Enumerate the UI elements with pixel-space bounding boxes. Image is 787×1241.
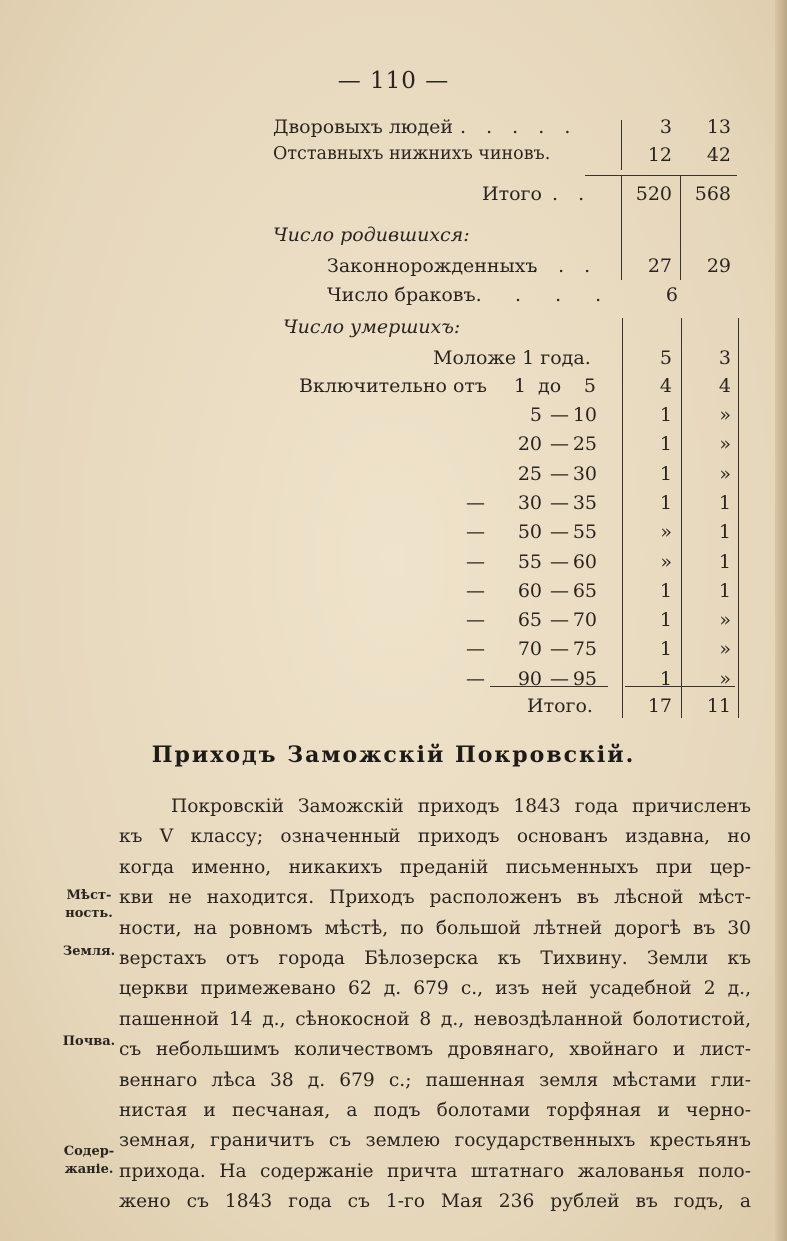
row-dots: . . . xyxy=(515,284,616,306)
value-col1: 1 xyxy=(659,609,672,632)
value-col2: » xyxy=(719,638,731,661)
age-to: 25 xyxy=(572,433,597,456)
table-row xyxy=(0,183,787,213)
age-to: 10 xyxy=(572,404,597,426)
paragraph-line: къ V классу; означенный приходъ основанъ издавна, но xyxy=(119,826,751,848)
value-col1: 1 xyxy=(659,433,672,456)
margin-note-zemlya: Земля. xyxy=(62,944,116,959)
range-dash: — xyxy=(550,579,569,602)
range-dash: — xyxy=(550,491,569,514)
page-number: — 110 — xyxy=(337,68,450,94)
value-col1: 1 xyxy=(659,404,672,426)
age-range-row xyxy=(0,492,787,522)
age-range-row xyxy=(0,638,787,668)
range-lead-dash: — xyxy=(466,609,485,632)
section-heading xyxy=(283,316,460,346)
paragraph-line: кви не находится. Приходъ расположенъ въ лѣсной мѣст- xyxy=(119,887,751,909)
paragraph-line: веннаго лѣса 38 д. 679 с.; пашенная земля мѣстами гли- xyxy=(119,1069,751,1091)
value-col2: » xyxy=(719,609,731,632)
value-col2: » xyxy=(719,433,731,456)
range-dash: — xyxy=(550,433,569,456)
paragraph-line: церкви примежевано 62 д. 679 с., изъ ней усадебной 2 д., xyxy=(119,978,751,1000)
range-lead-dash: — xyxy=(466,550,485,573)
age-from: 50 xyxy=(517,521,542,544)
table-row xyxy=(0,695,787,725)
age-to: 30 xyxy=(572,462,597,485)
value-col1: 1 xyxy=(659,462,672,485)
section-heading xyxy=(273,224,470,254)
age-from: 60 xyxy=(517,579,542,602)
range-dash: — xyxy=(550,550,569,573)
row-label: Число браковъ. xyxy=(327,284,482,306)
value-col2: 1 xyxy=(718,579,731,602)
age-range-row xyxy=(0,668,787,698)
age-from: 90 xyxy=(517,667,542,690)
table-row xyxy=(0,347,787,377)
paragraph-line: верстахъ отъ города Бѣлозерска къ Тихвину. Земли къ xyxy=(119,948,751,970)
value-col1: 520 xyxy=(635,183,672,205)
range-dash: — xyxy=(550,609,569,632)
value-col1: 17 xyxy=(647,695,672,717)
row-dots: . . . xyxy=(532,255,598,277)
row-label: Законнорожденныхъ xyxy=(327,255,538,277)
row-label: Отставныхъ нижнихъ чиновъ. xyxy=(273,144,551,164)
age-range-row xyxy=(0,580,787,610)
value-col1: 1 xyxy=(659,579,672,602)
value-col1: 6 xyxy=(665,284,678,306)
age-range-row xyxy=(0,404,787,434)
body-paragraph xyxy=(119,792,751,1218)
age-from: 5 xyxy=(529,404,542,426)
paragraph-line: жено съ 1843 года съ 1-го Мая 236 рублей въ годъ, а xyxy=(119,1191,751,1213)
age-from: 20 xyxy=(517,433,542,456)
margin-note-soderzhanie: Содер- жаніе. xyxy=(63,1144,115,1177)
table-row xyxy=(0,144,787,174)
paragraph-line: съ небольшимъ количествомъ дровянаго, хвойнаго и лист- xyxy=(119,1039,751,1061)
row-dots: . . xyxy=(552,183,592,205)
range-dash: — xyxy=(550,404,569,426)
value-col2: 42 xyxy=(706,144,731,166)
paragraph-line: пашенной 14 д., сѣнокосной 8 д., невоздѣланной болотистой, xyxy=(119,1008,751,1030)
table-row xyxy=(0,255,787,285)
age-to: 95 xyxy=(572,667,597,690)
age-from: 1 xyxy=(513,375,526,397)
range-lead-dash: — xyxy=(466,521,485,544)
table-row xyxy=(0,284,787,314)
value-col2: 3 xyxy=(718,347,731,369)
value-col1: 1 xyxy=(659,667,672,690)
age-from: 65 xyxy=(517,609,542,632)
age-to: 35 xyxy=(572,491,597,514)
value-col2: 11 xyxy=(706,695,731,717)
value-col2: 29 xyxy=(706,255,731,277)
value-col1: » xyxy=(660,550,672,573)
value-col2: 1 xyxy=(718,550,731,573)
age-range-row xyxy=(0,463,787,493)
range-dash: — xyxy=(550,462,569,485)
value-col2: » xyxy=(719,404,731,426)
age-range-row xyxy=(0,433,787,463)
age-range-row xyxy=(0,609,787,639)
range-dash: — xyxy=(550,521,569,544)
paragraph-line: земная, граничитъ съ землею государственныхъ крестьянъ xyxy=(119,1130,751,1152)
age-from: 30 xyxy=(517,491,542,514)
paragraph-line: ности, на ровномъ мѣстѣ, по большой лѣтней дорогѣ въ 30 xyxy=(119,917,751,939)
range-lead-dash: — xyxy=(466,667,485,690)
row-label: Дворовыхъ людей xyxy=(273,116,454,138)
table-row xyxy=(0,116,787,146)
value-col1: 5 xyxy=(659,347,672,369)
value-col2: 1 xyxy=(718,521,731,544)
range-lead-dash: — xyxy=(466,579,485,602)
age-from: 70 xyxy=(517,638,542,661)
paragraph-line: нистая и песчаная, а подъ болотами торфяная и черно- xyxy=(119,1100,751,1122)
paragraph-line: когда именно, никакихъ преданій письменныхъ при цер- xyxy=(119,856,751,878)
table-row xyxy=(0,375,787,405)
births-heading: Число родившихся: xyxy=(273,224,470,246)
section-title: Приходъ Заможскій Покровскій. xyxy=(151,742,636,768)
value-col2: » xyxy=(719,462,731,485)
value-col2: » xyxy=(719,667,731,690)
value-col1: 4 xyxy=(659,375,672,397)
paragraph-line: прихода. На содержаніе причта штатнаго жалованья поло- xyxy=(119,1160,751,1182)
value-col2: 1 xyxy=(718,491,731,514)
age-to: 60 xyxy=(572,550,597,573)
age-to: 5 xyxy=(583,375,596,397)
range-lead-dash: — xyxy=(466,491,485,514)
total-rule xyxy=(585,175,737,176)
row-dots: . . . . . xyxy=(460,116,578,138)
value-col1: 12 xyxy=(647,144,672,166)
value-col2: 13 xyxy=(706,116,731,138)
row-label: Итого xyxy=(482,183,542,205)
age-from: 55 xyxy=(517,550,542,573)
deaths-heading: Число умершихъ: xyxy=(283,316,461,338)
range-dash: — xyxy=(550,638,569,661)
row-label: Включительно отъ xyxy=(299,375,488,397)
age-from: 25 xyxy=(517,462,542,485)
value-col1: 1 xyxy=(659,491,672,514)
age-to: 70 xyxy=(572,609,597,632)
margin-note-mestnost: Мѣст- ность. xyxy=(65,888,113,921)
age-to: 55 xyxy=(572,521,597,544)
range-lead-dash: — xyxy=(466,638,485,661)
age-connector: до xyxy=(538,375,562,397)
age-range-row xyxy=(0,521,787,551)
value-col1: » xyxy=(660,521,672,544)
value-col2: 568 xyxy=(694,183,731,205)
value-col2: 4 xyxy=(718,375,731,397)
value-col1: 1 xyxy=(659,638,672,661)
paragraph-line: Покровскій Заможскій приходъ 1843 года причисленъ xyxy=(171,796,751,817)
row-label: Моложе 1 года. xyxy=(433,347,591,369)
value-col1: 27 xyxy=(647,255,672,277)
margin-note-pochva: Почва. xyxy=(62,1034,116,1049)
age-to: 75 xyxy=(572,638,597,661)
age-to: 65 xyxy=(572,579,597,602)
value-col1: 3 xyxy=(659,116,672,138)
age-range-row xyxy=(0,551,787,581)
range-dash: — xyxy=(550,667,569,690)
row-label: Итого. xyxy=(527,695,593,717)
